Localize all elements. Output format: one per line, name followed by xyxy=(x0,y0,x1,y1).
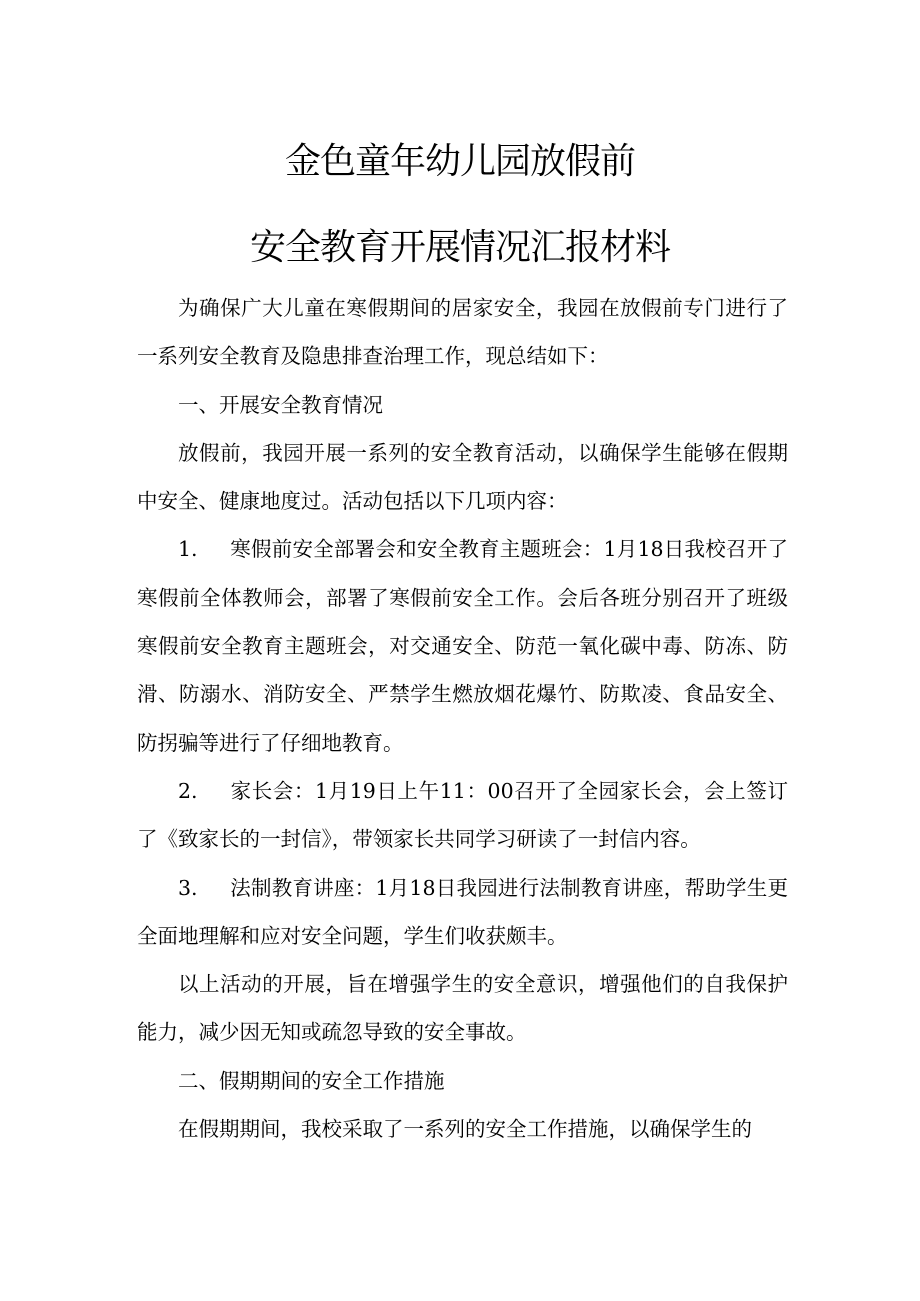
list-item-2-text: 家长会：1月19日上午11：00召开了全园家长会，会上签订了《致家长的一封信》，带领家长共同学习研读了一封信内容。 xyxy=(137,778,788,852)
intro-paragraph: 为确保广大儿童在寒假期间的居家安全，我园在放假前专门进行了一系列安全教育及隐患排查治理工作，现总结如下： xyxy=(137,296,788,369)
list-item-3 xyxy=(137,864,788,961)
list-item-1 xyxy=(137,525,788,766)
document-body xyxy=(137,284,788,1153)
list-item-1-number: 1. xyxy=(178,537,198,562)
list-item-3-text: 法制教育讲座：1月18日我园进行法制教育讲座，帮助学生更全面地理解和应对安全问题，学生们收获颇丰。 xyxy=(137,875,788,948)
list-item-2-number: 2. xyxy=(178,778,198,803)
list-item-2 xyxy=(137,767,788,864)
document-title-line-2: 安全教育开展情况汇报材料 xyxy=(249,227,670,268)
list-item-1-text: 寒假前安全部署会和安全教育主题班会：1月18日我校召开了寒假前全体教师会，部署了寒假前安全工作。会后各班分别召开了班级寒假前安全教育主题班会，对交通安全、防范一氧化碳中毒、防冻、防滑、防溺水、消防安全、严禁学生燃放烟花爆竹、防欺凌、食品安全、防拐骗等进行了仔细地教育。 xyxy=(137,537,788,755)
section-2-intro-paragraph: 在假期期间，我校采取了一系列的安全工作措施，以确保学生的 xyxy=(178,1117,752,1142)
section-1-heading: 一、开展安全教育情况 xyxy=(178,392,383,417)
document-title-line-1: 金色童年幼儿园放假前 xyxy=(284,141,635,182)
section-2-heading: 二、假期期间的安全工作措施 xyxy=(178,1068,445,1093)
list-item-3-number: 3. xyxy=(178,875,198,900)
section-1-intro-paragraph: 放假前，我园开展一系列的安全教育活动，以确保学生能够在假期中安全、健康地度过。活动包括以下几项内容： xyxy=(137,440,788,514)
section-1-summary-paragraph: 以上活动的开展，旨在增强学生的安全意识，增强他们的自我保护能力，减少因无知或疏忽导致的安全事故。 xyxy=(137,972,788,1045)
